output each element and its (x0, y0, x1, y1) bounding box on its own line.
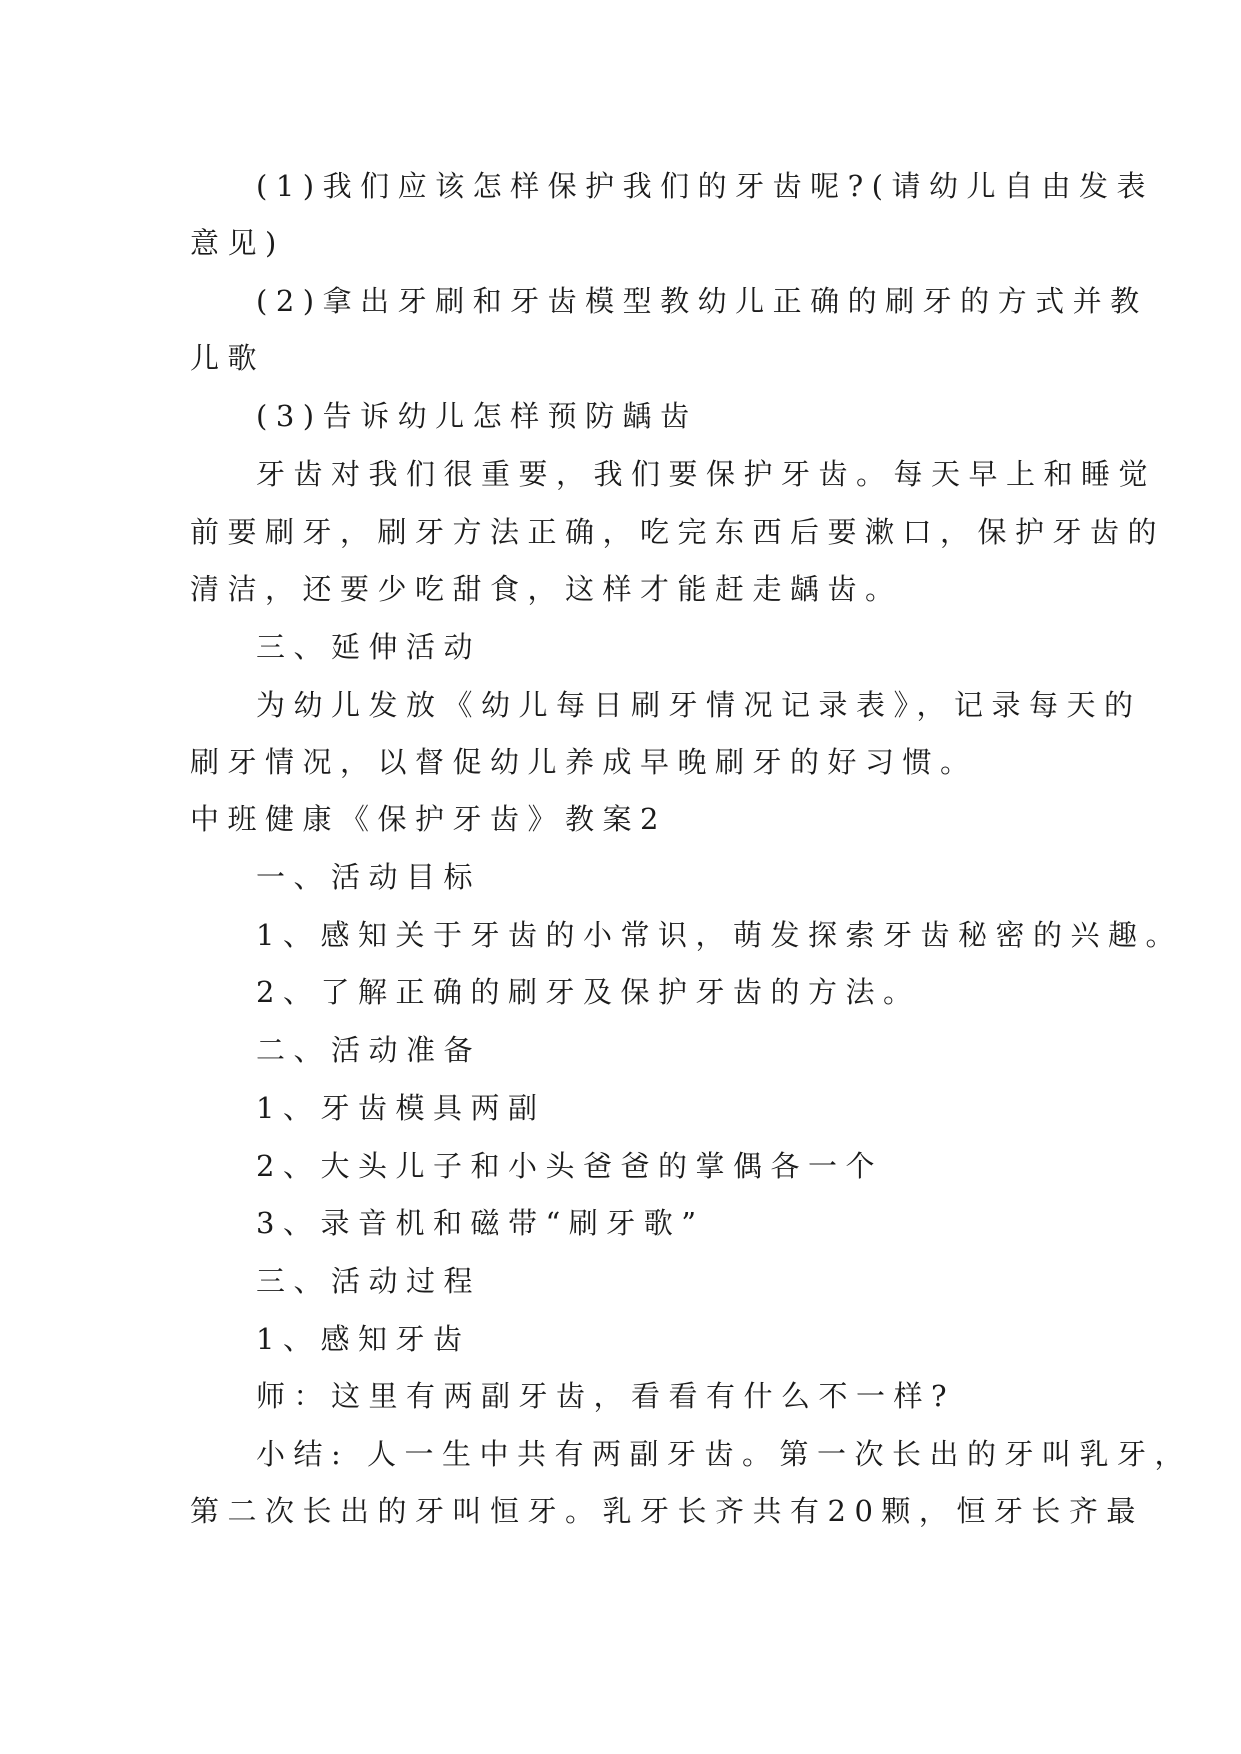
text-line: 2、了解正确的刷牙及保护牙齿的方法。 (256, 975, 921, 1009)
text-line: 小结: 人一生中共有两副牙齿。第一次长出的牙叫乳牙， (256, 1437, 1192, 1471)
text-line: 一、活动目标 (256, 860, 482, 894)
text-line: (3)告诉幼儿怎样预防龋齿 (256, 399, 698, 433)
text-line: 前要刷牙，刷牙方法正确，吃完东西后要漱口，保护牙齿的 (190, 515, 1166, 549)
text-line: (2)拿出牙刷和牙齿模型教幼儿正确的刷牙的方式并教 (256, 284, 1148, 318)
section-heading: 中班健康《保护牙齿》教案2 (190, 802, 667, 836)
text-line: 2、大头儿子和小头爸爸的掌偶各一个 (256, 1149, 883, 1183)
text-line: 师：这里有两副牙齿，看看有什么不一样? (256, 1379, 956, 1413)
text-line: 三、延伸活动 (256, 630, 482, 664)
text-line: 儿歌 (190, 341, 266, 375)
text-line: 刷牙情况，以督促幼儿养成早晚刷牙的好习惯。 (190, 745, 978, 779)
text-line: 清洁，还要少吃甜食，这样才能赶走龋齿。 (190, 572, 903, 606)
text-line: 1、牙齿模具两副 (256, 1091, 546, 1125)
text-line: 为幼儿发放《幼儿每日刷牙情况记录表》，记录每天的 (256, 688, 1142, 722)
text-line: 三、活动过程 (256, 1264, 482, 1298)
text-line: 二、活动准备 (256, 1033, 482, 1067)
text-line: 3、录音机和磁带“刷牙歌” (256, 1206, 705, 1240)
text-line: 1、感知牙齿 (256, 1322, 471, 1356)
text-line: (1)我们应该怎样保护我们的牙齿呢?(请幼儿自由发表 (256, 169, 1154, 203)
text-line: 意见) (190, 226, 285, 260)
text-line: 牙齿对我们很重要，我们要保护牙齿。每天早上和睡觉 (256, 457, 1157, 491)
text-line: 1、感知关于牙齿的小常识，萌发探索牙齿秘密的兴趣。 (256, 918, 1183, 952)
text-line: 第二次长出的牙叫恒牙。乳牙长齐共有20颗，恒牙长齐最 (190, 1494, 1144, 1528)
